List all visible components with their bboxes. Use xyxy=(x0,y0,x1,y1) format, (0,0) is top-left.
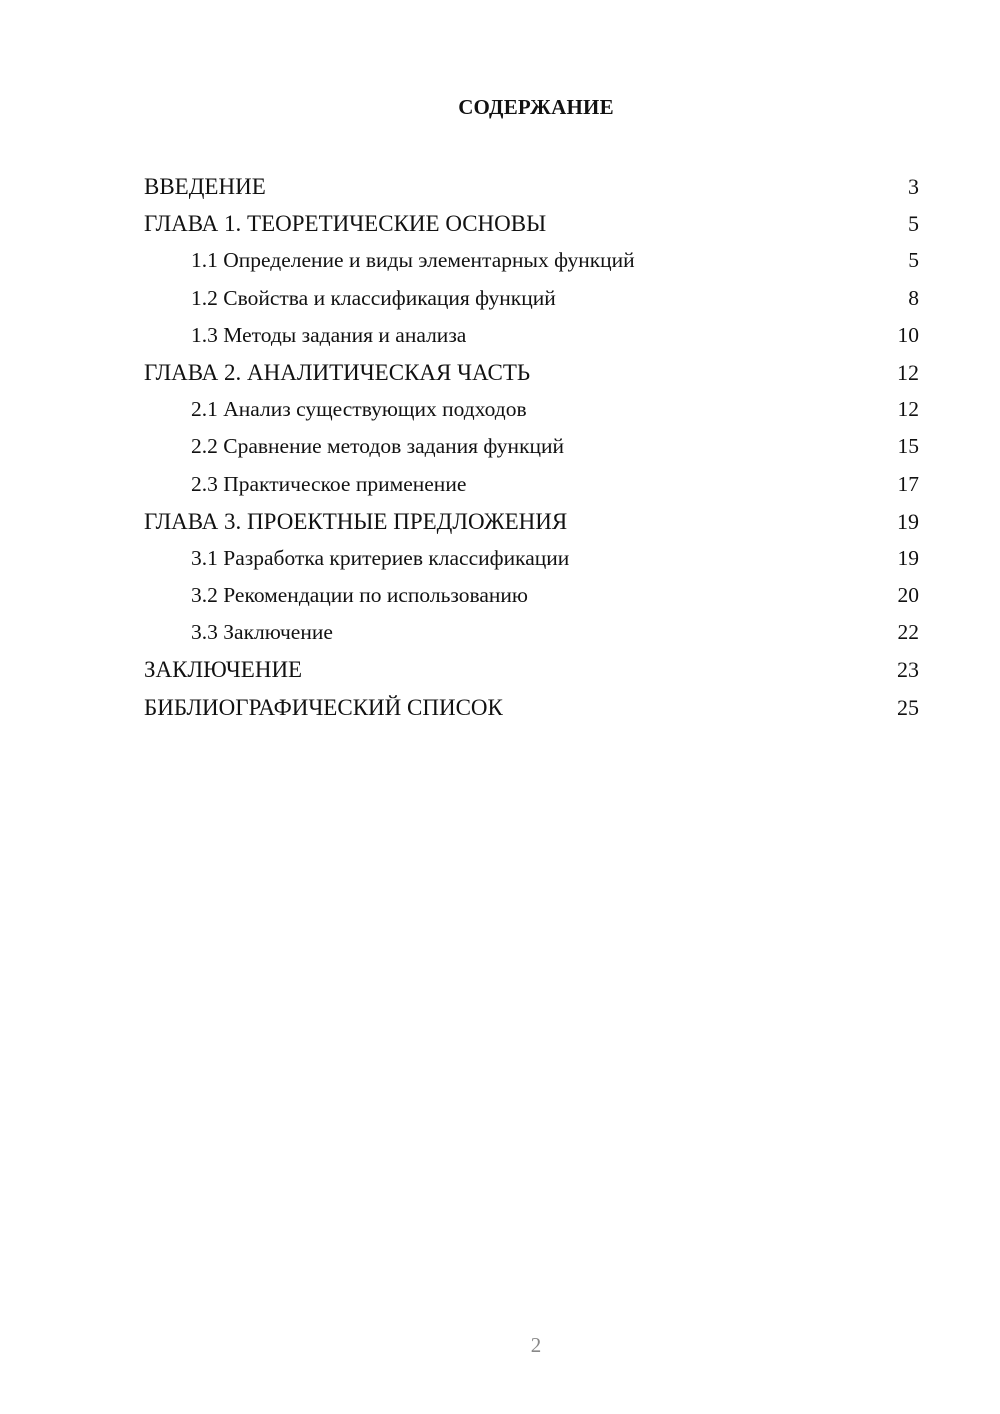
toc-entry-conclusion[interactable] xyxy=(144,651,919,688)
toc-entry-page: 15 xyxy=(897,434,919,459)
toc-entry-section-1-1[interactable] xyxy=(144,242,919,279)
toc-entry-page: 12 xyxy=(897,397,919,422)
toc-entry-label: 3.3 Заключение xyxy=(191,620,333,645)
toc-entry-introduction[interactable] xyxy=(144,168,919,205)
toc-entry-label: ГЛАВА 2. АНАЛИТИЧЕСКАЯ ЧАСТЬ xyxy=(144,359,531,385)
toc-entry-section-1-2[interactable] xyxy=(144,280,919,317)
toc-entry-page: 22 xyxy=(897,620,919,645)
toc-entry-section-2-3[interactable] xyxy=(144,466,919,503)
toc-entry-section-2-1[interactable] xyxy=(144,391,919,428)
toc-entry-page: 19 xyxy=(897,508,919,534)
toc-entry-label: 3.1 Разработка критериев классификации xyxy=(191,545,570,570)
toc-entry-section-1-3[interactable] xyxy=(144,317,919,354)
toc-entry-page: 5 xyxy=(908,211,919,237)
toc-entry-page: 17 xyxy=(897,471,919,496)
toc-entry-chapter-1[interactable] xyxy=(144,205,919,242)
toc-entry-label: 1.2 Свойства и классификация функций xyxy=(191,285,556,310)
toc-entry-page: 8 xyxy=(908,285,919,310)
toc-entry-page: 23 xyxy=(897,657,919,683)
toc-entry-label: 2.1 Анализ существующих подходов xyxy=(191,397,527,422)
toc-entry-page: 12 xyxy=(897,359,919,385)
table-of-contents xyxy=(144,168,919,726)
toc-entry-label: 1.3 Методы задания и анализа xyxy=(191,322,467,347)
toc-entry-label: ЗАКЛЮЧЕНИЕ xyxy=(144,657,303,683)
toc-entry-label: 3.2 Рекомендации по использованию xyxy=(191,583,528,608)
toc-entry-section-3-3[interactable] xyxy=(144,614,919,651)
toc-entry-page: 25 xyxy=(897,694,919,720)
page-title: СОДЕРЖАНИЕ xyxy=(458,95,614,119)
toc-entry-label: ВВЕДЕНИЕ xyxy=(144,174,266,199)
toc-entry-page: 19 xyxy=(897,545,919,570)
toc-entry-label: 2.2 Сравнение методов задания функций xyxy=(191,434,565,459)
toc-entry-page: 10 xyxy=(897,322,919,347)
toc-entry-page: 20 xyxy=(897,583,919,608)
page-number: 2 xyxy=(530,1333,542,1357)
toc-entry-label: БИБЛИОГРАФИЧЕСКИЙ СПИСОК xyxy=(144,694,503,720)
toc-entry-chapter-2[interactable] xyxy=(144,354,919,391)
toc-entry-label: ГЛАВА 3. ПРОЕКТНЫЕ ПРЕДЛОЖЕНИЯ xyxy=(144,508,568,534)
toc-entry-bibliography[interactable] xyxy=(144,689,919,726)
toc-entry-page: 5 xyxy=(908,248,919,273)
toc-entry-chapter-3[interactable] xyxy=(144,503,919,540)
toc-entry-label: ГЛАВА 1. ТЕОРЕТИЧЕСКИЕ ОСНОВЫ xyxy=(144,211,547,237)
toc-entry-label: 1.1 Определение и виды элементарных функций xyxy=(191,248,635,273)
toc-entry-label: 2.3 Практическое применение xyxy=(191,471,467,496)
toc-entry-section-2-2[interactable] xyxy=(144,428,919,465)
toc-entry-section-3-2[interactable] xyxy=(144,577,919,614)
toc-entry-page: 3 xyxy=(908,174,919,199)
toc-entry-section-3-1[interactable] xyxy=(144,540,919,577)
